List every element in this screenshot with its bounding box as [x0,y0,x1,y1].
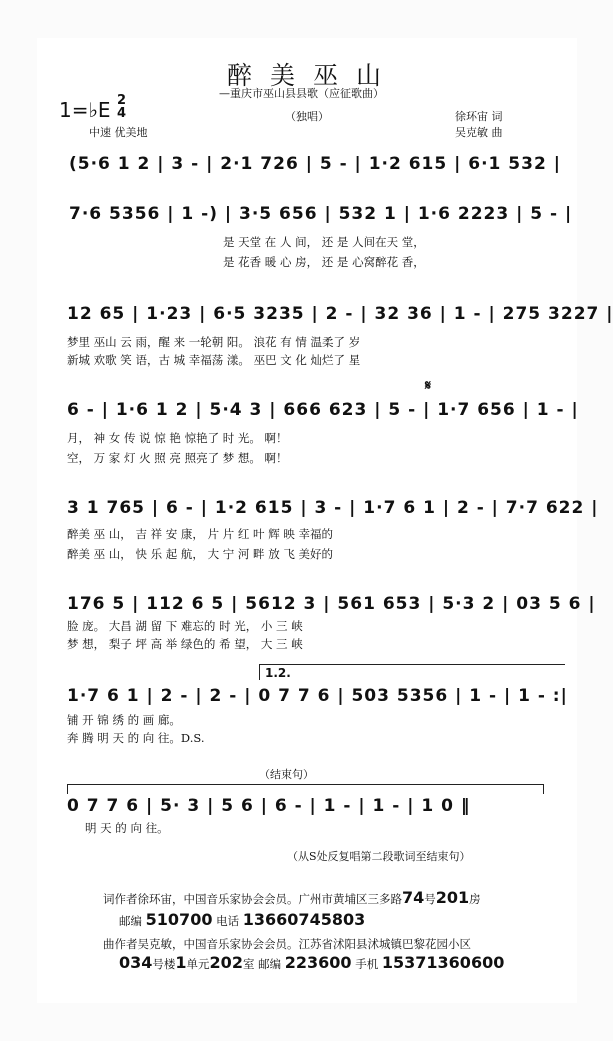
lyric-row-2-verse-2: 是 花香 暖 心 房， 还 是 心窝醉花 香， [223,255,425,269]
time-signature-numerator: 2 [117,93,127,108]
footer-zip-2: 223600 [284,953,352,972]
song-subtitle: —重庆市巫山县县歌（应征歌曲） [219,87,384,100]
notation-row-3: 12 65 | 1·23 | 6·5 3235 | 2 - | 32 36 | 1 - | 275 3227 | [67,304,613,324]
tempo-marking: 中速 优美地 [89,126,148,139]
footer-line-2 [119,910,365,929]
footer-zip-label: 邮编 [119,914,142,928]
notation-row-6: 176 5 | 112 6 5 | 5612 3 | 561 653 | 5·3 2 | 03 5 6 | [67,594,596,614]
notation-row-5: 3 1 765 | 6 - | 1·2 615 | 3 - | 1·7 6 1 | 2 - | 7·7 622 | [67,498,599,518]
notation-row-2: 7·6 5356 | 1 -) | 3·5 656 | 532 1 | 1·6 2223 | 5 - | [69,204,573,224]
lyric-row-4-verse-1: 月， 神 女 传 说 惊 艳 惊艳了 时 光。 啊！ [67,431,288,445]
footer-room-zip-label: 室 邮编 [242,957,282,971]
volta-bracket-edge [259,664,260,680]
notation-row-8: 0 7 7 6 | 5· 3 | 5 6 | 6 - | 1 - | 1 - | 1 0 ‖ [67,796,471,816]
footer-building: 034 [119,953,153,972]
lyric-row-5-verse-2: 醉美 巫 山， 快 乐 起 航， 大 宁 河 畔 放 飞 美好的 [67,547,334,561]
footer-lyricist-info: 词作者徐环宙，中国音乐家协会会员。广州市黄埔区三多路 [103,892,402,906]
notation-row-1: (5·6 1 2 | 3 - | 2·1 726 | 5 - | 1·2 615 | 6·1 532 | [69,154,561,174]
footer-line-3: 曲作者吴克敏，中国音乐家协会会员。江苏省沭阳县沭城镇巴黎花园小区 [103,937,471,951]
ending-label: （结束句） [259,768,314,781]
volta-bracket-line [259,664,565,665]
footer-hao: 号 [424,892,436,906]
lyric-row-6-verse-2: 梦 想， 梨子 坪 高 举 绿色的 希 望， 大 三 峡 [67,637,303,651]
lyric-row-6-verse-1: 脸 庞。 大昌 湖 留 下 难忘的 时 光， 小 三 峡 [67,619,303,633]
volta-label: 1.2. [265,666,291,680]
footer-line-4 [119,953,504,972]
lyric-row-3-verse-1: 梦里 巫山 云 雨，醒 来 一轮朝 阳。 浪花 有 情 温柔了 岁 [67,335,361,349]
footer-zip-1: 510700 [145,910,213,929]
key-signature: 1=♭E [59,98,111,122]
footer-fang: 房 [469,892,481,906]
lyric-row-8: 明 天 的 向 往。 [85,821,169,835]
time-signature-denominator: 4 [117,106,127,121]
lyric-row-4-verse-2: 空， 万 家 灯 火 照 亮 照亮了 梦 想。 啊！ [67,451,288,465]
repeat-instruction: （从S处反复唱第二段歌词至结束句） [287,850,471,863]
song-title: 醉美巫山 [227,61,400,90]
lyric-row-3-verse-2: 新城 欢歌 笑 语，古 城 幸福荡 漾。 巫巴 文 化 灿烂了 星 [67,353,361,367]
lyric-row-7-verse-2: 奔 腾 明 天 的 向 往。D.S. [67,731,205,745]
ending-bracket-line [67,784,543,785]
footer-mobile-label: 手机 [355,957,379,971]
footer-unit-label: 单元 [186,957,210,971]
footer-building-label: 号楼 [152,957,176,971]
footer-street-number: 74 [402,888,425,907]
footer-room: 202 [209,953,243,972]
notation-row-7: 1·7 6 1 | 2 - | 2 - | 0 7 7 6 | 503 5356 | 1 - | 1 - :| [67,686,568,706]
footer-room-number: 201 [435,888,470,907]
ending-bracket-edge-left [67,784,68,794]
footer-tel: 13660745803 [242,910,366,929]
lyric-row-2-verse-1: 是 天堂 在 人 间， 还 是 人间在天 堂， [223,235,425,249]
ending-bracket-edge-right [543,784,544,794]
performance-type: （独唱） [285,110,329,123]
footer-tel-label: 电话 [216,914,240,928]
footer-unit: 1 [175,953,187,972]
score-sheet [37,38,613,1003]
segno-sign: 𝄋 [425,378,432,394]
composer-credit: 吴克敏 曲 [455,126,503,139]
notation-row-4: 6 - | 1·6 1 2 | 5·4 3 | 666 623 | 5 - | 1·7 656 | 1 - | [67,400,579,420]
footer-mobile: 15371360600 [381,953,505,972]
lyric-row-7-verse-1: 铺 开 锦 绣 的 画 廊。 [67,713,181,727]
lyric-row-5-verse-1: 醉美 巫 山， 吉 祥 安 康， 片 片 红 叶 辉 映 幸福的 [67,527,334,541]
footer-line-1 [103,888,481,907]
lyricist-credit: 徐环宙 词 [455,110,503,123]
time-signature [117,94,126,120]
